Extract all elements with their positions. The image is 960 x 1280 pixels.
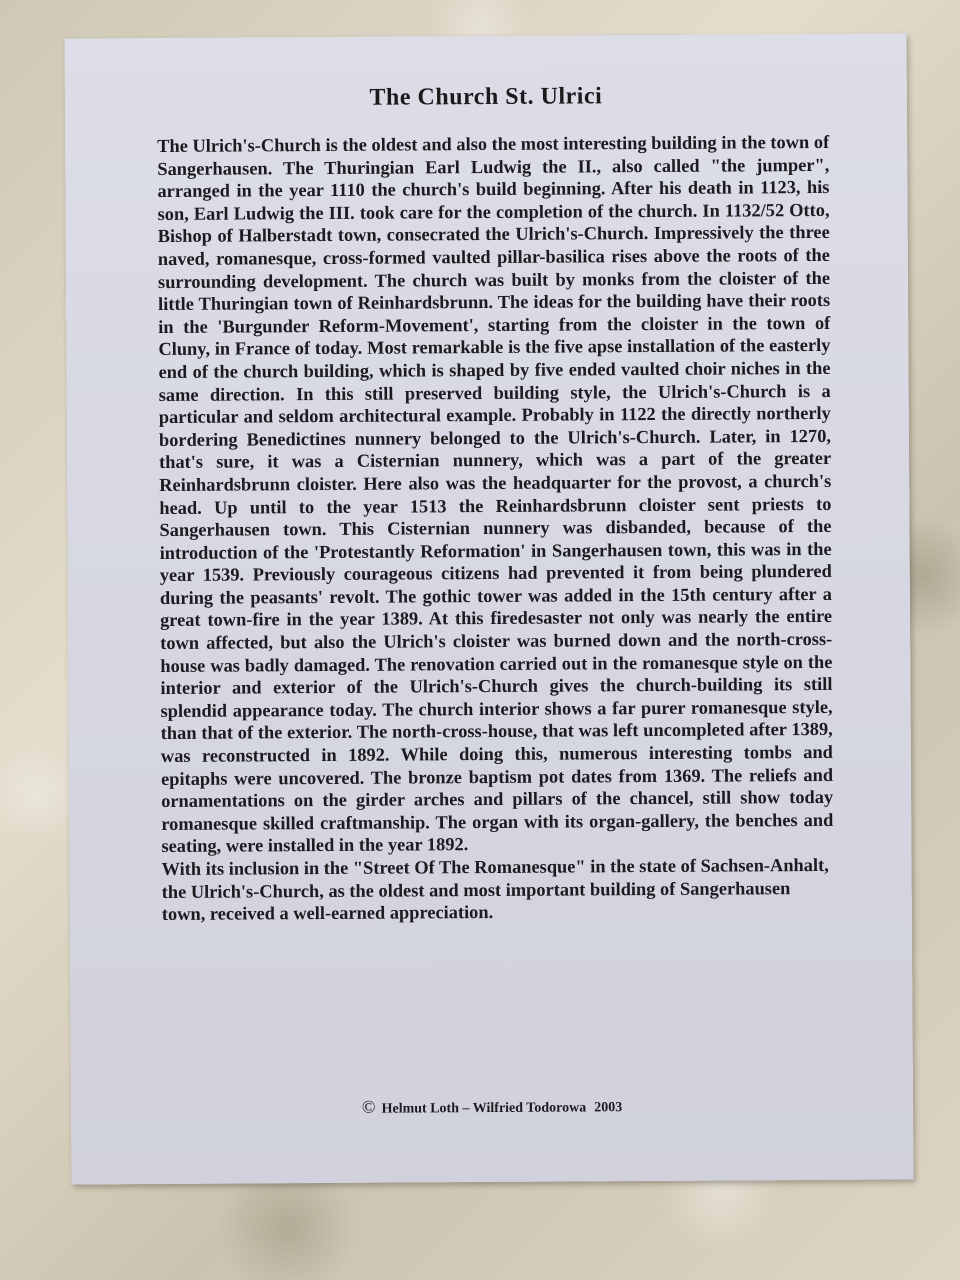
copyright-line bbox=[71, 1093, 913, 1119]
copyright-authors: Helmut Loth – Wilfried Todorowa bbox=[381, 1100, 587, 1117]
copyright-year: 2003 bbox=[594, 1100, 623, 1116]
poster-body bbox=[157, 131, 834, 926]
appreciation-paragraph: With its inclusion in the "Street Of The Romanesque" in the state of Sachsen-Anhalt, the Ulrich's-Church, as the oldest and most important building of Sangerhausen town, received a well-earned appreciation. bbox=[161, 854, 829, 925]
copyright-symbol: © bbox=[361, 1096, 376, 1117]
church-info-poster bbox=[65, 33, 914, 1184]
poster-title: The Church St. Ulrici bbox=[369, 83, 603, 111]
history-paragraph: The Ulrich's-Church is the oldest and also the most interesting building in the town of Sangerhausen. The Thuringian Earl Ludwig the II., also called "the jumper", arranged in the year 1110 the church's build beginning. After his death in 1123, his son, Earl Ludwig the III. took care for the completion of the church. In 1132/52 Otto, Bishop of Halberstadt town, consecrated the Ulrich's-Church. Impressively the three naved, romanesque, cross-formed vaulted pillar-basilica rises above the roots of the surrounding development. The church was built by monks from the cloister of the little Thuringian town of Reinhardsbrunn. The ideas for the building have their roots in the 'Burgunder Reform-Movement', starting from the cloister in the town of Cluny, in France of today. Most remarkable is the five apse installation of the easterly end of the church building, which is shaped by five ended vaulted choir niches in the same direction. In this still preserved building style, the Ulrich's-Church is a particular and seldom architectural example. Probably in 1122 the directly northerly bordering Benedictines nunnery belonged to the Ulrich's-Church. Later, in 1270, that's sure, it was a Cisternian nunnery, which was a part of the greater Reinhardsbrunn cloister. Here also was the headquarter for the provost, a church's head. Up until to the year 1513 the Reinhardsbrunn cloister sent priests to Sangerhausen town. This Cisternian nunnery was disbanded, because of the introduction of the 'Protestantly Reformation' in Sangerhausen town, this was in the year 1539. Previously courageous citizens had prevented it from being plundered during the peasants' revolt. The gothic tower was added in the 15th century after a great town-fire in the year 1389. At this firedesaster not only was nearly the entire town affected, but also the Ulrich's cloister was burned down and the north-cross-house was badly damaged. The renovation carried out in the romanesque style on the interior and exterior of the Ulrich's-Church gives the church-building its still splendid appearance today. The church interior shows a far purer romanesque style, than that of the exterior. The north-cross-house, that was left uncompleted after 1389, was reconstructed in 1892. While doing this, numerous interesting tombs and epitaphs were uncovered. The bronze baptism pot dates from 1369. The reliefs and ornamentations on the girder arches and pillars of the chancel, still show today romanesque skilled craftmanship. The organ with its organ-gallery, the benches and seating, were installed in the year 1892. bbox=[157, 131, 834, 857]
